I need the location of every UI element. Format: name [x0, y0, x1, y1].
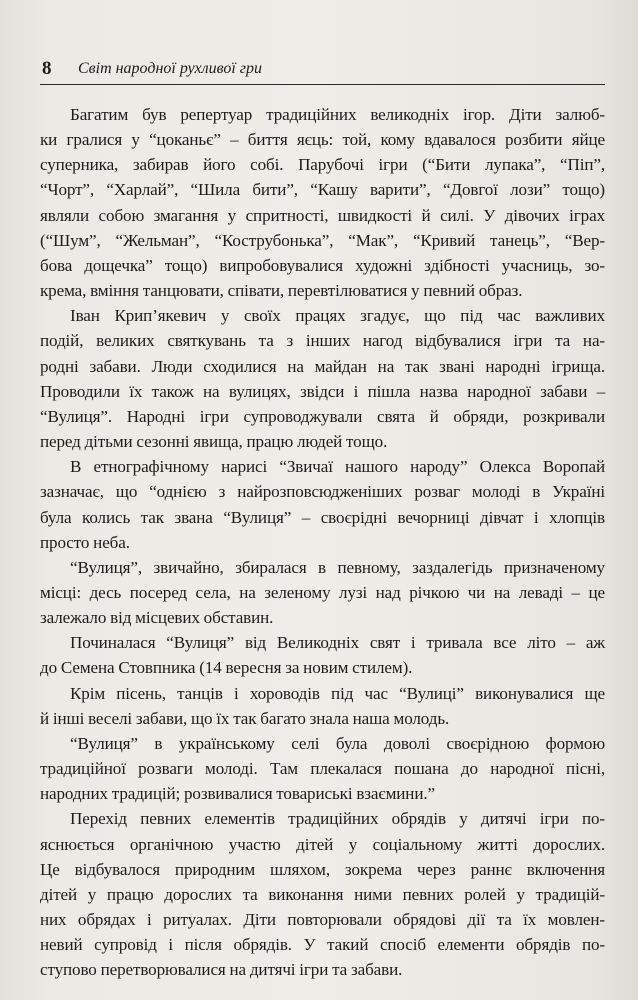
- text-line: перед дітьми сезонні явища, працю людей тощо.: [40, 432, 388, 452]
- page-number: 8: [42, 58, 52, 79]
- paragraph: [40, 454, 605, 555]
- paragraph: [40, 102, 605, 303]
- text-line: Починалася “Вулиця” від Великодніх свят і тривала все літо – аж: [70, 633, 605, 653]
- text-line: ки гралися у “цоканьє” – биття яєць: той, кому вдавалося розбити яйце: [40, 130, 605, 150]
- text-line: яснюється органічною участю дітей у соціальному житті дорослих.: [40, 834, 605, 854]
- text-line: зазначає, що “однією з найрозповсюдженіших розваг молоді в Україні: [40, 482, 605, 502]
- text-line: й інші веселі забави, що їх так багато знала наша молодь.: [40, 708, 450, 728]
- text-line: місці: десь посеред села, на зеленому лузі над річкою чи на леваді – це: [40, 582, 605, 602]
- text-line: суперника, забирав його собі. Парубочі ігри (“Бити лупака”, “Піп”,: [40, 155, 605, 175]
- paragraph: [40, 555, 605, 630]
- text-line: крема, вміння танцювати, співати, перевтілюватися у певний образ.: [40, 281, 523, 301]
- text-line: “Вулиця”, звичайно, збиралася в певному, заздалегідь призначеному: [70, 557, 605, 577]
- text-line: (“Шум”, “Жельман”, “Кострубонька”, “Мак”, “Кривий танець”, “Вер-: [40, 230, 605, 250]
- text-line: Багатим був репертуар традиційних великодніх ігор. Діти залюб-: [70, 105, 605, 124]
- page-header: [40, 56, 605, 85]
- paragraph: [40, 630, 605, 680]
- text-line: просто неба.: [40, 532, 130, 552]
- text-line: родні забави. Люди сходилися на майдан на так звані народні ігрища.: [40, 356, 605, 376]
- text-line: ступово перетворювалися на дитячі ігри та забави.: [40, 960, 403, 980]
- text-line: народних традицій; розвивалися товариські взаємини.”: [40, 784, 435, 804]
- text-line: традиційної розваги молоді. Там плекалася пошана до народної пісні,: [40, 759, 605, 779]
- paragraph: [40, 731, 605, 806]
- text-line: “Вулиця”. Народні ігри супроводжували свята й обряди, розкривали: [40, 406, 605, 426]
- text-line: була колись так звана “Вулиця” – своєрідні вечорниці дівчат і хлопців: [40, 507, 605, 527]
- text-line: Перехід певних елементів традиційних обрядів у дитячі ігри по-: [70, 809, 605, 829]
- text-line: них обрядах і ритуалах. Діти повторювали обрядові дії та їх мовлен-: [40, 910, 605, 929]
- text-line: до Семена Стовпника (14 вересня за новим стилем).: [40, 658, 413, 678]
- text-line: В етнографічному нарисі “Звичаї нашого народу” Олекса Воропай: [70, 457, 605, 477]
- text-line: Крім пісень, танців і хороводів під час “Вулиці” виконувалися ще: [70, 683, 605, 703]
- text-line: Іван Крип’якевич у своїх працях згадує, що під час важливих: [70, 306, 605, 326]
- text-line: дітей у працю дорослих та виконання ними певних ролей у традицій-: [40, 884, 605, 904]
- text-line: бова дощечка” тощо) випробовувалися художні здібності учасниць, зо-: [40, 255, 605, 275]
- text-line: невий супровід і після обрядів. У такий спосіб елементи обрядів по-: [40, 935, 605, 955]
- paragraph: [40, 303, 605, 454]
- body-text: [40, 102, 605, 982]
- paragraph: [40, 681, 605, 731]
- text-line: подій, великих святкувань та з інших нагод відбувалися ігри та на-: [40, 331, 605, 351]
- text-line: являли собою змагання у спритності, швидкості й силі. У дівочих іграх: [40, 205, 605, 225]
- text-line: Це відбувалося природним шляхом, зокрема через раннє включення: [40, 859, 605, 879]
- text-line: “Чорт”, “Харлай”, “Шила бити”, “Кашу варити”, “Довгої лози” тощо): [40, 180, 605, 200]
- text-line: залежало від місцевих обставин.: [40, 608, 274, 628]
- text-line: Проводили їх також на вулицях, звідси і пішла назва народної забави –: [40, 381, 605, 401]
- text-line: “Вулиця” в українському селі була доволі своєрідною формою: [70, 733, 605, 753]
- paragraph: [40, 806, 605, 982]
- running-title: Світ народної рухливої гри: [78, 60, 262, 77]
